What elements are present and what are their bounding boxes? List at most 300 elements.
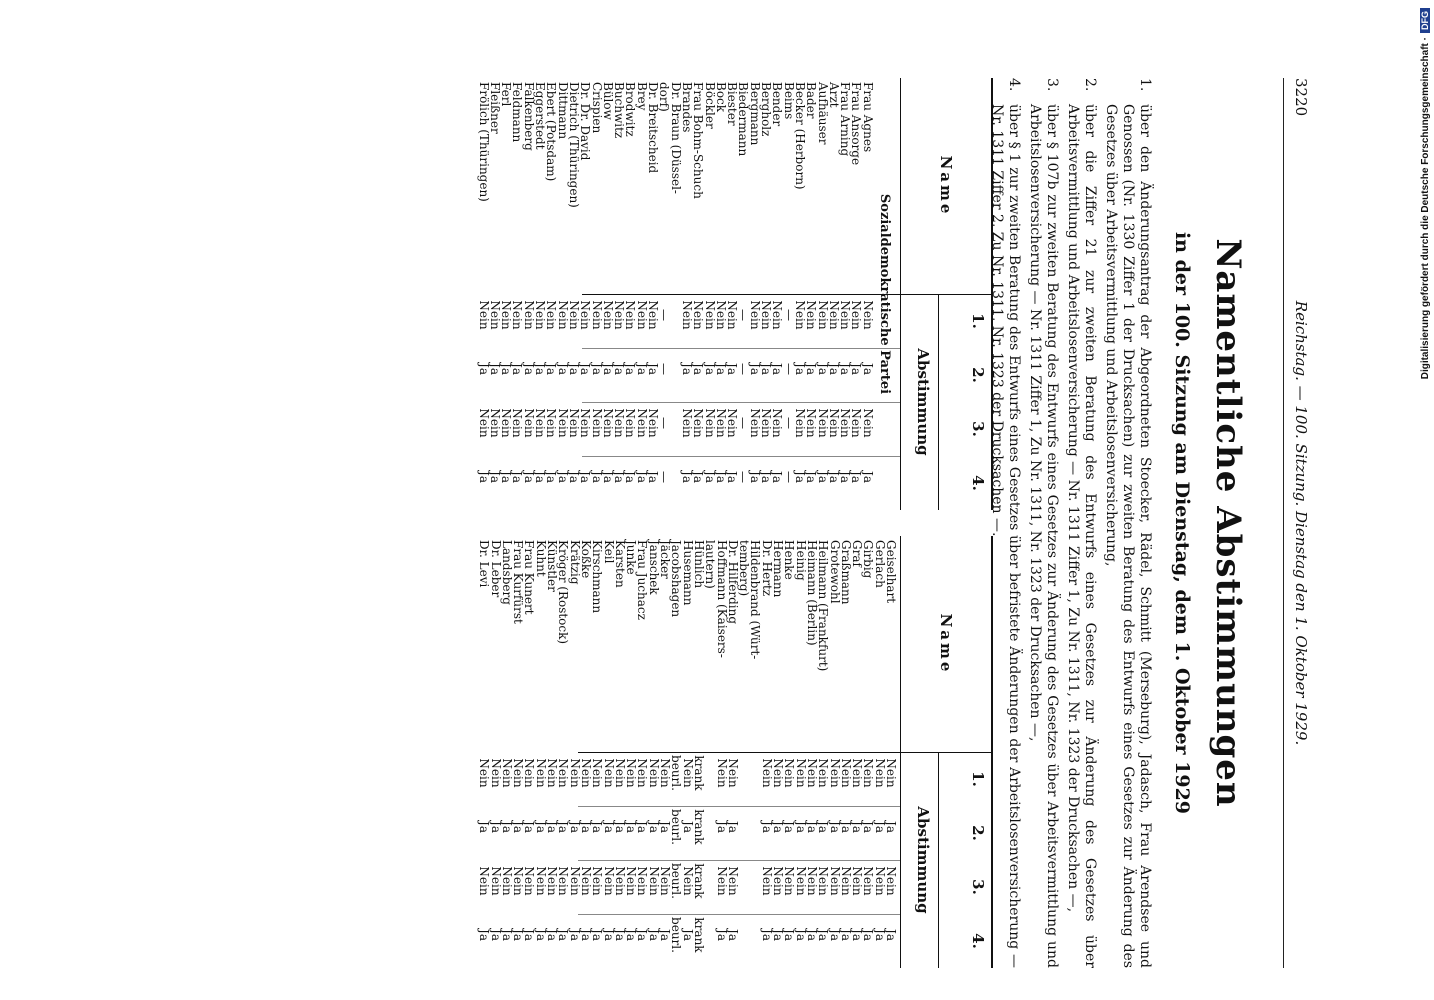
- vote-cell: Ja: [816, 821, 831, 833]
- item-text: über den Änderungsantrag der Abgeordneten Stoecker, Rädel, Schmitt (Merseburg), Jadasch, Frau Arendsee und Genossen (Nr. 1330 Ziffer 1 der Drucksachen) zur zweiten Beratung des Entwurfs eines Gesetzes zur Änderung des Gesetzes über Arbeitsvermittlung und Arbeitslosenversicherung,: [1103, 104, 1153, 968]
- vote-cell: Ja: [838, 929, 853, 941]
- vote-cell: Nein: [544, 300, 559, 330]
- vote-cell: —: [781, 471, 796, 483]
- vote-cell: beurl.: [669, 863, 684, 899]
- vote-cell: Ja: [714, 929, 729, 941]
- vote-cell: Nein: [838, 758, 853, 788]
- vote-cell: Ja: [792, 363, 807, 375]
- vote-cell: Ja: [556, 821, 571, 833]
- vote-cell: Ja: [624, 821, 639, 833]
- vote-cell: Nein: [578, 300, 593, 330]
- table-row: [545, 536, 560, 968]
- vote-cell: Ja: [850, 821, 865, 833]
- vote-table-left: [476, 78, 993, 510]
- vote-cell: Nein: [499, 408, 514, 438]
- vote-cell: Ja: [804, 929, 819, 941]
- page-header: [1283, 78, 1314, 968]
- member-name: Böckler: [702, 82, 717, 129]
- vote-items: [984, 78, 1153, 968]
- vote-cell: Ja: [872, 821, 887, 833]
- vote-cell: Nein: [635, 758, 650, 788]
- member-name: Heilmann (Frankfurt): [816, 540, 831, 672]
- vote-cell: Ja: [612, 929, 627, 941]
- vote-cell: Nein: [860, 300, 875, 330]
- vote-cell: Ja: [861, 821, 876, 833]
- vote-cell: Ja: [725, 821, 740, 833]
- vote-cell: Ja: [747, 363, 762, 375]
- vote-cell: Nein: [499, 758, 514, 788]
- vote-item: [988, 78, 1022, 968]
- vote-cell: Ja: [488, 821, 503, 833]
- vote-cell: Ja: [477, 929, 492, 941]
- vote-cell: Ja: [826, 471, 841, 483]
- vote-cell: Ja: [658, 821, 673, 833]
- vote-cell: Ja: [646, 471, 661, 483]
- running-head: Reichstag. — 100. Sitzung. Dienstag den 1. Oktober 1929.: [1292, 300, 1310, 746]
- vote-cell: Ja: [771, 821, 786, 833]
- vote-cell: —: [781, 363, 796, 375]
- vote-cell: Nein: [600, 300, 615, 330]
- vote-cell: Nein: [487, 408, 502, 438]
- vote-cell: —: [736, 363, 751, 375]
- vote-cell: Ja: [759, 821, 774, 833]
- vote-cell: Nein: [487, 300, 502, 330]
- name-column-header: Name: [901, 536, 991, 753]
- vote-number-2: 2.: [969, 825, 987, 841]
- vote-cell: Nein: [679, 300, 694, 330]
- vote-cell: Ja: [646, 821, 661, 833]
- table-row: [568, 78, 579, 510]
- vote-cell: Ja: [589, 363, 604, 375]
- member-name: Hildenbrand (Würt-: [748, 540, 763, 660]
- vote-cell: Nein: [691, 300, 706, 330]
- vote-cell: Ja: [838, 821, 853, 833]
- member-name: Landsberg: [499, 540, 514, 605]
- vote-cell: Nein: [702, 408, 717, 438]
- page-subtitle: in der 100. Sitzung am Dienstag, dem 1. Oktober 1929: [1171, 231, 1193, 815]
- member-name: Eggerstedt: [533, 82, 548, 150]
- vote-cell: Nein: [759, 758, 774, 788]
- vote-cell: Ja: [487, 471, 502, 483]
- vote-cell: Ja: [567, 929, 582, 941]
- vote-cell: Nein: [476, 408, 491, 438]
- vote-cell: Ja: [612, 471, 627, 483]
- vote-cell: Nein: [793, 758, 808, 788]
- vote-cell: [669, 396, 680, 450]
- vote-cell: Ja: [544, 471, 559, 483]
- vote-cell: Ja: [590, 929, 605, 941]
- vote-cell: Ja: [792, 471, 807, 483]
- member-name: Becker (Herborn): [792, 82, 807, 190]
- member-name: Heinig: [793, 540, 808, 581]
- vote-cell: Ja: [713, 363, 728, 375]
- vote-cell: Nein: [771, 758, 786, 788]
- table-row: [555, 78, 570, 510]
- vote-cell: Ja: [771, 929, 786, 941]
- member-name: Künstler: [545, 540, 560, 592]
- vote-cell: Nein: [578, 758, 593, 788]
- vote-cell: Ja: [533, 363, 548, 375]
- vote-cell: Ja: [578, 821, 593, 833]
- vote-cell: Ja: [826, 363, 841, 375]
- vote-cell: Nein: [872, 758, 887, 788]
- vote-cell: Nein: [533, 866, 548, 896]
- vote-cell: Ja: [601, 821, 616, 833]
- member-name: temberg): [737, 540, 752, 597]
- vote-cell: Nein: [634, 408, 649, 438]
- vote-cell: Nein: [612, 408, 627, 438]
- vote-cell: Ja: [804, 821, 819, 833]
- vote-cell: Ja: [679, 471, 694, 483]
- vote-cell: Ja: [477, 821, 492, 833]
- item-number: 1.: [1137, 78, 1153, 92]
- vote-cell: Nein: [511, 866, 526, 896]
- vote-cell: Nein: [601, 866, 616, 896]
- vote-cell: Nein: [861, 866, 876, 896]
- name-column-header: Name: [901, 78, 991, 295]
- vote-cell: Ja: [680, 929, 695, 941]
- member-name: Biedermann: [736, 82, 751, 157]
- vote-cell: Ja: [578, 929, 593, 941]
- item-text: über die Ziffer 21 zur zweiten Beratung des Entwurfs eines Gesetzes zur Änderung des Gesetzes über Arbeitsvermittlung und Arbeitslosenversicherung — Nr. 1311 Ziffer 1, Zu Nr. 1311, Nr. 1323 der Drucksachen —,: [1065, 104, 1098, 968]
- digitization-credit: [1418, 8, 1432, 992]
- vote-cell: Ja: [849, 363, 864, 375]
- page-title: Namentliche Abstimmungen: [1208, 238, 1248, 808]
- vote-cell: krank: [691, 755, 706, 791]
- vote-cell: Ja: [884, 821, 898, 833]
- vote-cell: Ja: [499, 471, 514, 483]
- vote-cell: Nein: [884, 758, 898, 788]
- vote-cell: Nein: [782, 758, 797, 788]
- vote-cell: Nein: [488, 866, 503, 896]
- vote-cell: Nein: [804, 758, 819, 788]
- vote-cell: Ja: [793, 929, 808, 941]
- vote-item: [1026, 78, 1060, 968]
- vote-cell: Nein: [725, 866, 740, 896]
- vote-cell: Ja: [499, 363, 514, 375]
- vote-cell: Ja: [782, 929, 797, 941]
- vote-cell: Nein: [679, 408, 694, 438]
- member-name: Brodwitz: [623, 82, 638, 137]
- member-name: lautern): [703, 540, 718, 589]
- vote-cell: Ja: [691, 471, 706, 483]
- vote-cell: Nein: [658, 866, 673, 896]
- table-row: [535, 536, 546, 968]
- vote-cell: Ja: [521, 363, 536, 375]
- vote-cell: Ja: [623, 471, 638, 483]
- vote-cell: —: [736, 471, 751, 483]
- vote-cell: Nein: [713, 300, 728, 330]
- member-name: Graf: [850, 540, 865, 567]
- vote-cell: Ja: [612, 821, 627, 833]
- vote-cell: Nein: [747, 408, 762, 438]
- vote-cell: Nein: [792, 300, 807, 330]
- vote-cell: Ja: [566, 363, 581, 375]
- member-name: Bader: [804, 82, 819, 119]
- vote-cell: beurl.: [669, 809, 684, 845]
- vote-cell: Ja: [884, 929, 898, 941]
- vote-cell: Ja: [476, 471, 491, 483]
- vote-cell: Nein: [713, 408, 728, 438]
- vote-cell: Nein: [770, 300, 785, 330]
- member-name: Kuhnt: [533, 540, 548, 577]
- vote-cell: —: [736, 309, 751, 321]
- vote-cell: Nein: [747, 300, 762, 330]
- vote-number-4: 4.: [969, 475, 987, 491]
- vote-cell: Nein: [658, 758, 673, 788]
- vote-cell: [669, 288, 680, 342]
- vote-cell: Ja: [600, 363, 615, 375]
- item-text: über § 107b zur zweiten Beratung des Entwurfs eines Gesetzes zur Änderung des Gesetzes über Arbeitsvermittlung und Arbeitslosenversicherung — Nr. 1311 Ziffer 1, Zu Nr. 1311, Nr. 1323 der Drucksachen —,: [1027, 104, 1060, 968]
- table-header: [900, 536, 991, 968]
- vote-cell: Ja: [646, 929, 661, 941]
- member-name: Hoffmann (Kaisers-: [714, 540, 729, 658]
- vote-cell: Ja: [838, 471, 853, 483]
- member-name: Frau Agnes: [860, 82, 875, 153]
- vote-cell: Nein: [680, 866, 695, 896]
- vote-cell: Nein: [860, 408, 875, 438]
- member-name: Beims: [781, 82, 796, 120]
- vote-cell: Ja: [476, 363, 491, 375]
- member-name: Frau Kurfürst: [511, 540, 526, 624]
- vote-cell: [749, 800, 760, 854]
- vote-cell: Nein: [646, 758, 661, 788]
- member-name: Krätzig: [567, 540, 582, 585]
- vote-cell: Nein: [759, 300, 774, 330]
- member-name: Geiselhart: [884, 540, 898, 604]
- vote-cell: Ja: [782, 821, 797, 833]
- vote-cell: Nein: [850, 866, 865, 896]
- member-name: Brandes: [679, 82, 694, 133]
- vote-cell: Ja: [556, 929, 571, 941]
- vote-cell: Ja: [861, 929, 876, 941]
- member-name: Jacobshagen: [669, 540, 684, 618]
- vote-cell: Nein: [816, 866, 831, 896]
- vote-number-4: 4.: [969, 933, 987, 949]
- vote-cell: Nein: [601, 758, 616, 788]
- vote-cell: Nein: [827, 866, 842, 896]
- member-name: Husemann: [680, 540, 695, 606]
- member-name: Frau Arning: [838, 82, 853, 157]
- member-name: Bender: [770, 82, 785, 127]
- credit-text: Digitalisierung gefördert durch die Deutsche Forschungsgemeinschaft ·: [1419, 37, 1431, 380]
- item-number: 4.: [1006, 78, 1022, 92]
- vote-cell: Ja: [578, 471, 593, 483]
- member-name: Graßmann: [838, 540, 853, 605]
- vote-cell: Nein: [567, 866, 582, 896]
- vote-cell: Nein: [533, 300, 548, 330]
- vote-group-header: Abstimmung: [914, 752, 939, 968]
- vote-cell: Nein: [782, 866, 797, 896]
- vote-cell: Ja: [860, 363, 875, 375]
- vote-cell: Ja: [600, 471, 615, 483]
- vote-cell: Ja: [634, 363, 649, 375]
- vote-cell: Ja: [759, 363, 774, 375]
- item-text: über § 1 zur zweiten Beratung des Entwurfs eines Gesetzes über befristete Änderungen der Arbeitslosenversicherung — Nr. 1311 Ziffer 2, Zu Nr. 1311, Nr. 1323 der Drucksachen —.: [989, 104, 1022, 968]
- vote-cell: Nein: [578, 866, 593, 896]
- member-name: Gerlach: [872, 540, 887, 588]
- table-row: [523, 78, 534, 510]
- member-name: Janschek: [646, 540, 661, 595]
- vote-item: [1102, 78, 1153, 968]
- vote-cell: Nein: [477, 758, 492, 788]
- party-section-title: Sozialdemokratische Partei: [877, 193, 892, 395]
- vote-cell: Nein: [556, 866, 571, 896]
- member-name: Bergmann: [747, 82, 762, 146]
- vote-cell: —: [781, 417, 796, 429]
- vote-cell: Nein: [510, 300, 525, 330]
- vote-cell: Ja: [533, 929, 548, 941]
- vote-cell: Ja: [725, 471, 740, 483]
- vote-cell: —: [657, 471, 672, 483]
- member-name: Kröger (Rostock): [556, 540, 571, 645]
- member-name: Kirschmann: [590, 540, 605, 614]
- vote-cell: Nein: [545, 866, 560, 896]
- item-number: 2.: [1082, 78, 1098, 92]
- vote-cell: Nein: [861, 758, 876, 788]
- vote-cell: Nein: [533, 408, 548, 438]
- vote-cell: Ja: [827, 929, 842, 941]
- vote-cell: Nein: [804, 408, 819, 438]
- member-name: Girbig: [861, 540, 876, 579]
- vote-cell: Nein: [623, 408, 638, 438]
- vote-cell: Nein: [612, 758, 627, 788]
- vote-cell: Ja: [714, 821, 729, 833]
- table-body: [476, 78, 900, 510]
- vote-cell: [669, 450, 680, 504]
- vote-cell: Ja: [827, 821, 842, 833]
- member-name: Biester: [725, 82, 740, 126]
- member-name: Frölich (Thüringen): [476, 82, 491, 202]
- vote-number-2: 2.: [969, 367, 987, 383]
- vote-cell: Nein: [566, 300, 581, 330]
- vote-cell: Nein: [725, 758, 740, 788]
- vote-cell: Nein: [624, 758, 639, 788]
- member-name: Dr. Hilferding: [725, 540, 740, 625]
- vote-cell: Ja: [533, 471, 548, 483]
- vote-cell: Nein: [623, 300, 638, 330]
- vote-cell: Ja: [747, 471, 762, 483]
- vote-cell: Nein: [590, 866, 605, 896]
- vote-cell: Ja: [759, 471, 774, 483]
- vote-cell: Ja: [511, 821, 526, 833]
- vote-cell: Nein: [589, 408, 604, 438]
- vote-cell: Nein: [522, 758, 537, 788]
- vote-cell: Ja: [578, 363, 593, 375]
- member-name: Bock: [713, 82, 728, 113]
- member-name: dorf): [657, 82, 672, 112]
- vote-cell: Nein: [827, 758, 842, 788]
- vote-cell: Ja: [510, 471, 525, 483]
- table-row: [510, 78, 525, 510]
- vote-cell: krank: [691, 917, 706, 953]
- vote-cell: Nein: [646, 300, 661, 330]
- vote-cell: Ja: [860, 471, 875, 483]
- vote-cell: Nein: [545, 758, 560, 788]
- vote-cell: Nein: [544, 408, 559, 438]
- vote-cell: Ja: [815, 363, 830, 375]
- vote-cell: Nein: [872, 866, 887, 896]
- vote-cell: Nein: [691, 408, 706, 438]
- table-row: [556, 536, 571, 968]
- vote-cell: Ja: [521, 471, 536, 483]
- vote-cell: Nein: [488, 758, 503, 788]
- vote-cell: Ja: [555, 471, 570, 483]
- member-name: Frau Juchacz: [635, 540, 650, 620]
- vote-cell: Ja: [623, 363, 638, 375]
- vote-cell: Ja: [850, 929, 865, 941]
- vote-cell: Nein: [826, 408, 841, 438]
- vote-cell: Ja: [510, 363, 525, 375]
- vote-cell: Nein: [850, 758, 865, 788]
- vote-cell: Ja: [589, 471, 604, 483]
- vote-cell: Ja: [487, 363, 502, 375]
- vote-cell: Ja: [545, 821, 560, 833]
- member-name: Ebert (Potsdam): [544, 82, 559, 182]
- vote-cell: Nein: [555, 300, 570, 330]
- vote-cell: Nein: [646, 408, 661, 438]
- vote-cell: Nein: [725, 300, 740, 330]
- vote-number-3: 3.: [969, 421, 987, 437]
- member-name: Ferl: [499, 82, 514, 107]
- member-name: Bergholz: [759, 82, 774, 137]
- member-name: Brey: [634, 82, 649, 111]
- vote-cell: Nein: [815, 300, 830, 330]
- vote-cell: Ja: [522, 929, 537, 941]
- member-name: Koßke: [578, 540, 593, 579]
- vote-cell: Ja: [713, 471, 728, 483]
- vote-cell: Nein: [702, 300, 717, 330]
- table-row: [488, 536, 503, 968]
- vote-cell: Ja: [725, 363, 740, 375]
- vote-cell: Ja: [634, 471, 649, 483]
- vote-cell: Nein: [849, 408, 864, 438]
- vote-cell: —: [657, 363, 672, 375]
- vote-cell: Nein: [567, 758, 582, 788]
- vote-cell: Nein: [521, 408, 536, 438]
- member-name: Aufhäuser: [815, 82, 830, 145]
- vote-cell: Ja: [635, 821, 650, 833]
- vote-cell: Ja: [555, 363, 570, 375]
- table-header: [900, 78, 991, 510]
- table-row: [501, 536, 512, 968]
- vote-cell: Nein: [624, 866, 639, 896]
- vote-cell: Ja: [544, 363, 559, 375]
- vote-cell: Nein: [816, 758, 831, 788]
- vote-cell: Ja: [702, 471, 717, 483]
- member-name: Fleißner: [487, 82, 502, 134]
- vote-cell: Nein: [714, 866, 729, 896]
- vote-cell: Nein: [635, 866, 650, 896]
- vote-cell: Ja: [680, 821, 695, 833]
- vote-cell: Ja: [804, 471, 819, 483]
- vote-number-3: 3.: [969, 879, 987, 895]
- vote-cell: Ja: [770, 471, 785, 483]
- table-row: [477, 536, 492, 968]
- vote-cell: Ja: [533, 821, 548, 833]
- table-body: [477, 536, 900, 968]
- vote-cell: Ja: [522, 821, 537, 833]
- vote-cell: Nein: [771, 866, 786, 896]
- vote-cell: Nein: [590, 758, 605, 788]
- vote-cell: Ja: [499, 821, 514, 833]
- vote-cell: Nein: [533, 758, 548, 788]
- vote-cell: Nein: [838, 300, 853, 330]
- vote-cell: Ja: [646, 363, 661, 375]
- vote-cell: Nein: [521, 300, 536, 330]
- member-name: Crispien: [589, 82, 604, 134]
- vote-cell: Ja: [488, 929, 503, 941]
